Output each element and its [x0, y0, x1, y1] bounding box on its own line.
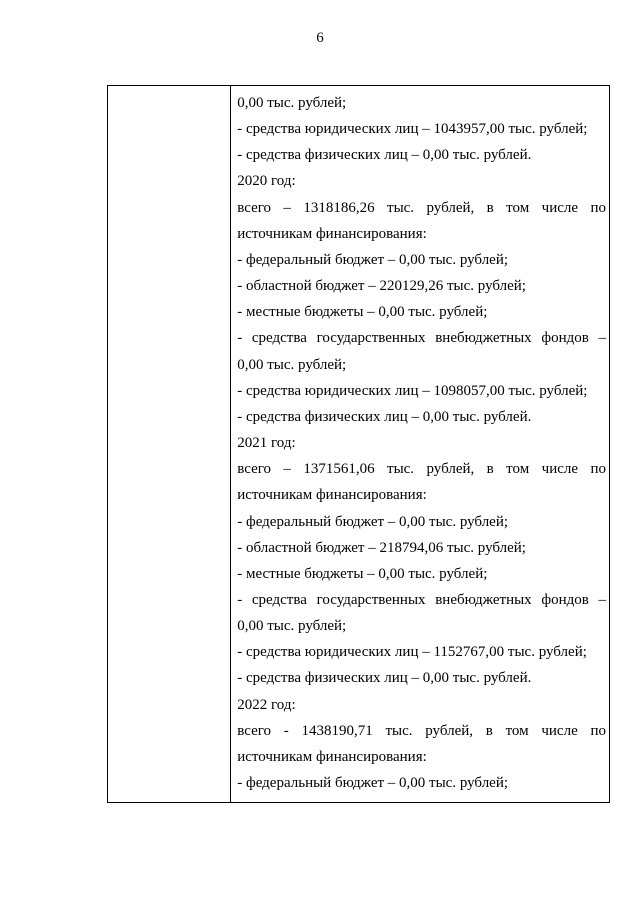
text-line: источникам финансирования:	[237, 225, 427, 242]
text-line: - средства физических лиц – 0,00 тыс. рублей.	[237, 670, 532, 687]
text-line: - средства юридических лиц – 1098057,00 тыс. рублей;	[237, 382, 588, 399]
text-line: - средства государственных внебюджетных фондов –	[237, 591, 606, 608]
text-line: 0,00 тыс. рублей;	[237, 95, 347, 111]
table-row	[108, 86, 610, 803]
text-line: источникам финансирования:	[237, 487, 427, 504]
right-cell	[231, 86, 610, 803]
year-heading: 2020 год:	[237, 173, 296, 190]
year-heading: 2022 год:	[237, 696, 296, 713]
text-line: - областной бюджет – 218794,06 тыс. рублей;	[237, 539, 526, 556]
text-line: - средства физических лиц – 0,00 тыс. рублей.	[237, 408, 532, 425]
funding-text	[231, 86, 609, 796]
text-line: - федеральный бюджет – 0,00 тыс. рублей;	[237, 251, 509, 268]
text-line: - местные бюджеты – 0,00 тыс. рублей;	[237, 565, 488, 582]
funding-table	[107, 85, 610, 803]
text-line: - средства юридических лиц – 1152767,00 тыс. рублей;	[237, 644, 587, 661]
text-line: - федеральный бюджет – 0,00 тыс. рублей;	[237, 513, 509, 530]
text-line: - средства физических лиц – 0,00 тыс. рублей.	[237, 147, 532, 164]
text-line: всего – 1318186,26 тыс. рублей, в том числе по	[237, 199, 606, 216]
year-heading: 2021 год:	[237, 435, 296, 452]
text-line: 0,00 тыс. рублей;	[237, 618, 347, 635]
text-line: - средства государственных внебюджетных фондов –	[237, 330, 606, 347]
text-line: источникам финансирования:	[237, 748, 427, 765]
text-line: - средства юридических лиц – 1043957,00 тыс. рублей;	[237, 121, 588, 138]
text-line: - федеральный бюджет – 0,00 тыс. рублей;	[237, 775, 509, 792]
text-line: всего – 1371561,06 тыс. рублей, в том числе по	[237, 461, 606, 478]
left-cell	[108, 86, 231, 803]
page-number: 6	[316, 30, 324, 46]
text-line: - местные бюджеты – 0,00 тыс. рублей;	[237, 304, 488, 321]
text-line: 0,00 тыс. рублей;	[237, 356, 347, 373]
text-line: всего - 1438190,71 тыс. рублей, в том числе по	[237, 722, 606, 739]
text-line: - областной бюджет – 220129,26 тыс. рублей;	[237, 278, 526, 295]
